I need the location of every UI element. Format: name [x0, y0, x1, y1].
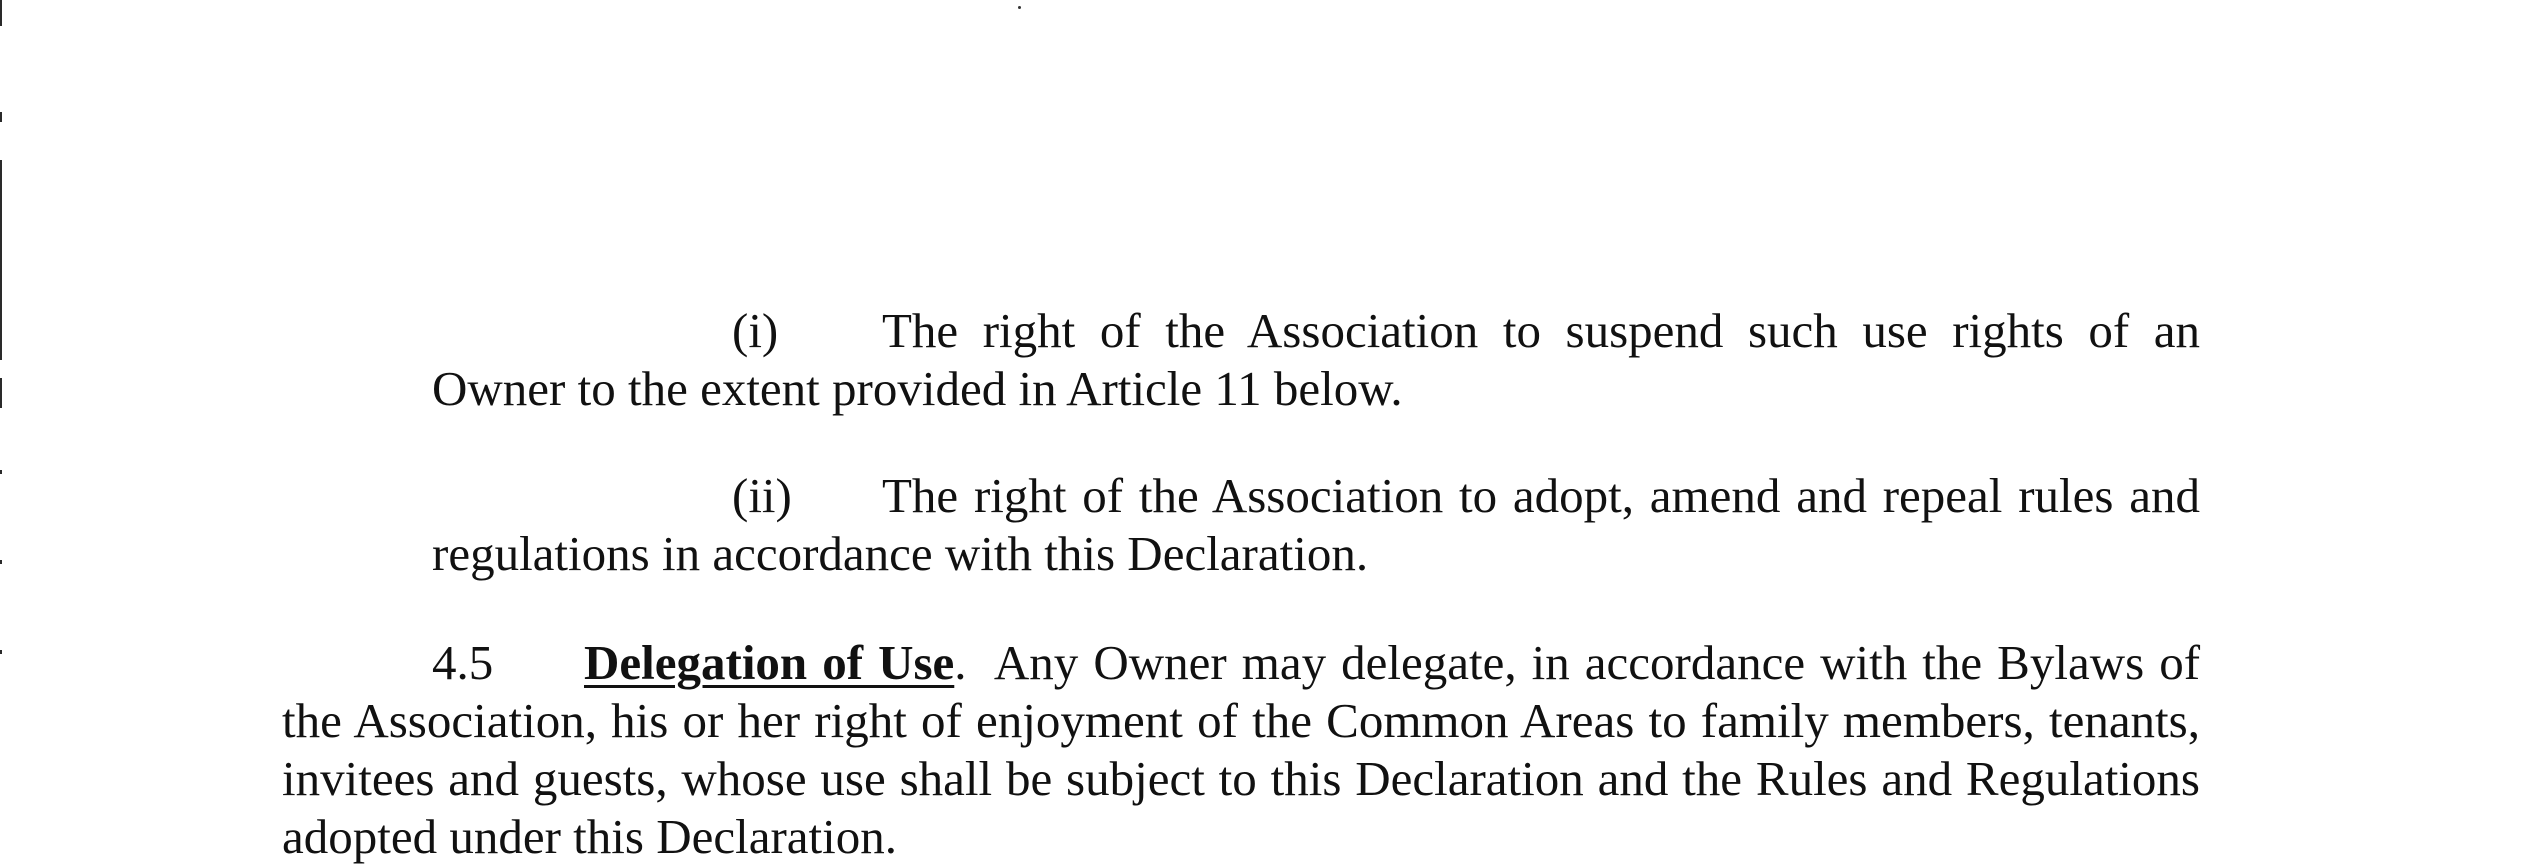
scan-edge-mark [0, 112, 2, 122]
scan-edge-mark [0, 160, 2, 360]
scan-edge [0, 0, 4, 822]
scan-edge-mark [0, 650, 2, 654]
subsection-i [432, 302, 2200, 418]
scan-speck [1018, 6, 1021, 9]
subsection-ii [432, 467, 2200, 583]
section-text: Any Owner may delegate, in accordance with the Bylaws of the Association, his or her right of enjoyment of the Common Areas to family members, tenants, invitees and guests, whose use shall be subject to this Declaration and the Rules and Regulations adopted under this Declaration. [282, 635, 2201, 864]
scan-edge-mark [0, 470, 2, 474]
subsection-marker: (ii) [732, 468, 792, 523]
scan-edge-mark [0, 378, 2, 408]
subsection-text: The right of the Association to adopt, amend and repeal rules and regulations in accordance with this Declaration. [432, 468, 2200, 581]
subsection-marker: (i) [732, 303, 779, 358]
section-heading: Delegation of Use [584, 635, 955, 690]
scan-edge-mark [0, 0, 2, 26]
scan-edge-mark [0, 560, 2, 564]
subsection-text: The right of the Association to suspend such use rights of an Owner to the extent provided in Article 11 below. [432, 303, 2200, 416]
section-heading-punct: . [954, 635, 967, 690]
section-4-5 [282, 634, 2200, 866]
section-number: 4.5 [432, 635, 494, 690]
